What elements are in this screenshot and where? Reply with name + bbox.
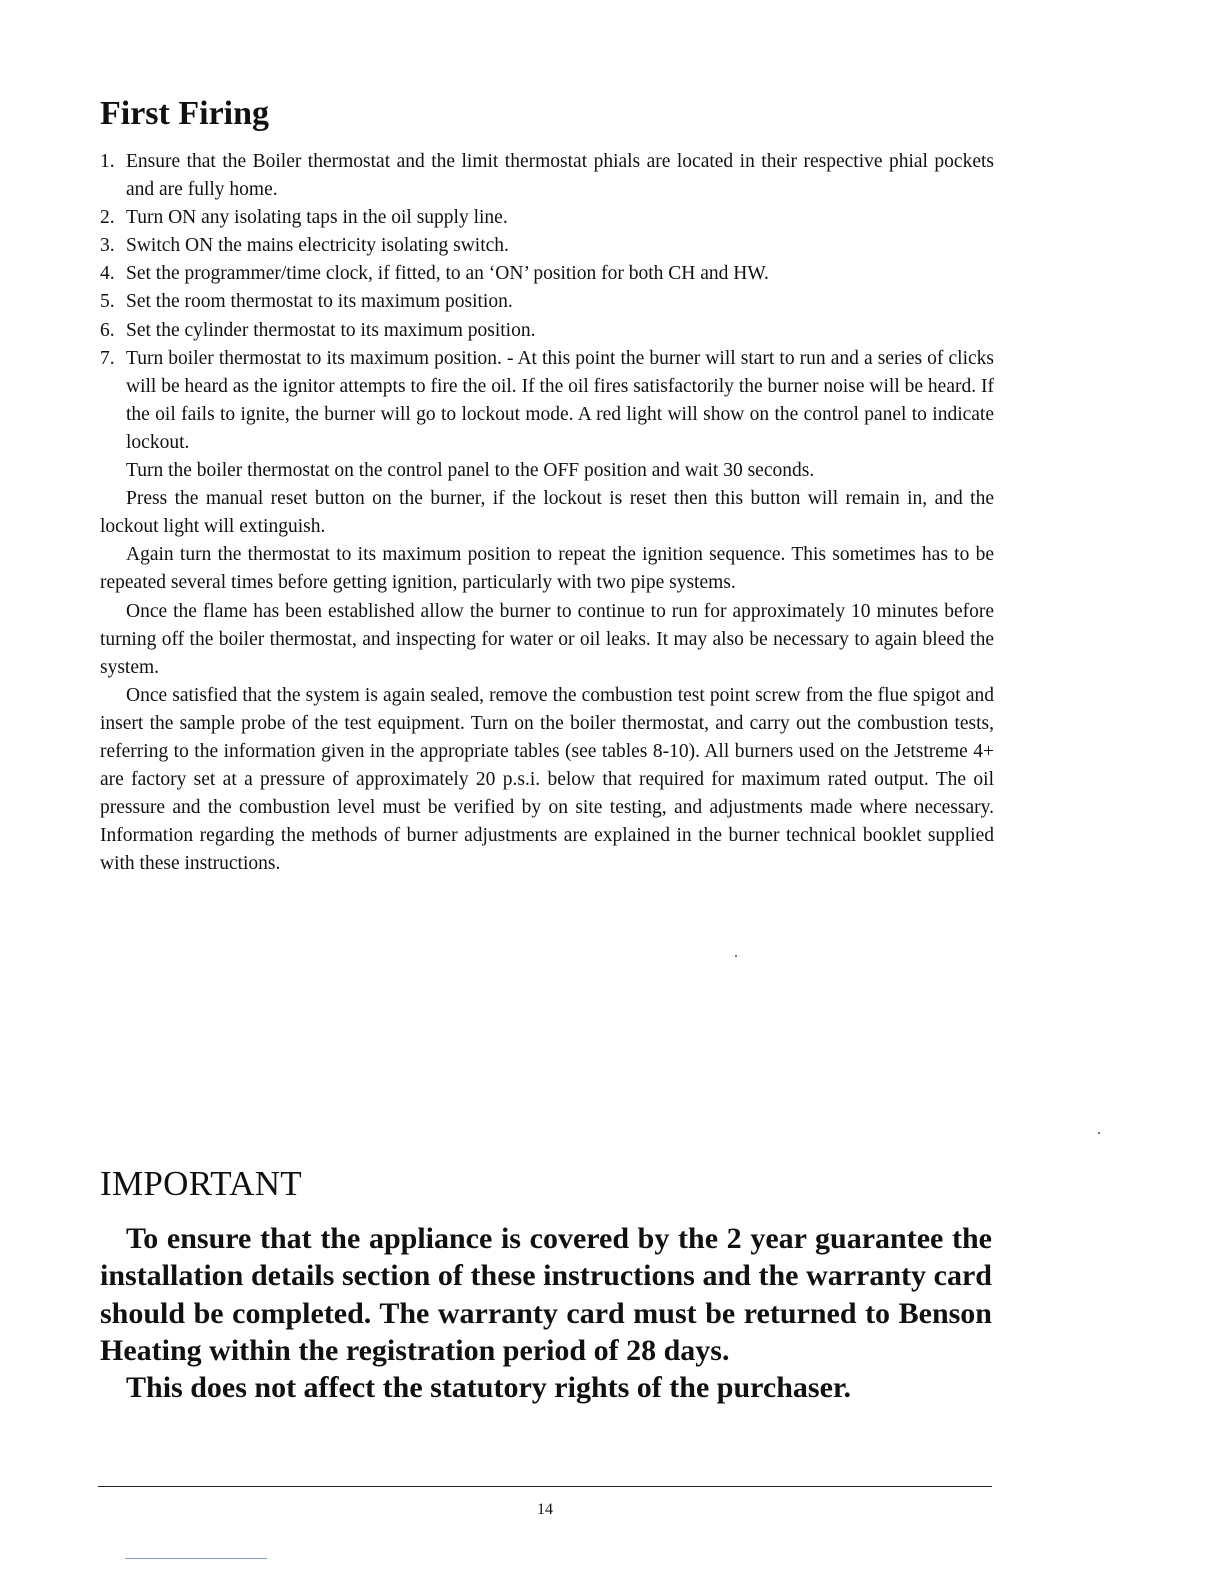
step-7-followup: Turn the boiler thermostat on the control panel to the OFF position and wait 30 seconds. bbox=[126, 460, 815, 482]
step-text: Set the programmer/time clock, if fitted, to an ‘ON’ position for both CH and HW. bbox=[126, 263, 769, 285]
step-item-1 bbox=[100, 148, 994, 204]
step-text: Switch ON the mains electricity isolating switch. bbox=[126, 235, 509, 257]
first-firing-body bbox=[100, 148, 994, 878]
step-text: Turn boiler thermostat to its maximum position. - At this point the burner will start to run and a series of clicks will be heard as the ignitor attempts to fire the oil. If the oil fires satisfactorily the burner noise will be heard. If the oil fails to ignite, the burner will go to lockout mode. A red light will show on the control panel to indicate lockout. bbox=[126, 347, 994, 453]
page-number: 14 bbox=[537, 1501, 553, 1518]
paragraph-reset: Press the manual reset button on the burner, if the lockout is reset then this button will remain in, and the lockout light will extinguish. bbox=[100, 488, 994, 538]
footer-underline bbox=[125, 1558, 267, 1559]
paragraph-flame-established: Once the flame has been established allow the burner to continue to run for approximately 10 minutes before turning off the boiler thermostat, and inspecting for water or oil leaks. It may also be necessary to again bleed the system. bbox=[100, 600, 994, 678]
statutory-rights-text: This does not affect the statutory rights of the purchaser. bbox=[126, 1371, 851, 1405]
step-number: 5. bbox=[100, 291, 115, 313]
step-item-3 bbox=[100, 232, 994, 260]
step-number: 6. bbox=[100, 319, 115, 341]
step-text: Set the cylinder thermostat to its maximum position. bbox=[126, 319, 536, 341]
section-title-important: IMPORTANT bbox=[100, 1164, 302, 1203]
step-item-6 bbox=[100, 317, 994, 345]
guarantee-notice-text: To ensure that the appliance is covered by the 2 year guarantee the installation details section of these instructions and the warranty card should be completed. The warranty card must be returned to Benson Heating within the registration period of 28 days. bbox=[100, 1222, 992, 1367]
paragraph-ignition-repeat: Again turn the thermostat to its maximum position to repeat the ignition sequence. This sometimes has to be repeated several times before getting ignition, particularly with two pipe systems. bbox=[100, 544, 994, 594]
step-number: 2. bbox=[100, 207, 115, 229]
scan-speck bbox=[735, 955, 737, 957]
step-item-2 bbox=[100, 204, 994, 232]
scan-speck bbox=[1098, 1132, 1100, 1134]
step-text: Set the room thermostat to its maximum position. bbox=[126, 291, 513, 313]
paragraph-combustion-tests: Once satisfied that the system is again sealed, remove the combustion test point screw from the flue spigot and insert the sample probe of the test equipment. Turn on the boiler thermostat, and carry out the combustion tests, referring to the information given in the appropriate tables (see tables 8-10). All burners used on the Jetstreme 4+ are factory set at a pressure of approximately 20 p.s.i. below that required for maximum rated output. The oil pressure and the combustion level must be verified by on site testing, and adjustments made where necessary. Information regarding the methods of burner adjustments are explained in the burner technical booklet supplied with these instructions. bbox=[100, 684, 994, 875]
firing-steps-list bbox=[100, 148, 994, 457]
footer-rule bbox=[98, 1486, 992, 1487]
guarantee-notice bbox=[100, 1220, 992, 1406]
step-item-4 bbox=[100, 260, 994, 288]
step-number: 1. bbox=[100, 151, 115, 172]
step-item-7 bbox=[100, 345, 994, 457]
step-text: Turn ON any isolating taps in the oil supply line. bbox=[126, 207, 508, 229]
step-text: Ensure that the Boiler thermostat and the limit thermostat phials are located in their respective phial pockets and are fully home. bbox=[126, 151, 994, 201]
step-item-5 bbox=[100, 288, 994, 316]
step-number: 4. bbox=[100, 263, 115, 285]
section-title-first-firing: First Firing bbox=[100, 95, 270, 132]
step-number: 3. bbox=[100, 235, 115, 257]
step-number: 7. bbox=[100, 347, 115, 369]
